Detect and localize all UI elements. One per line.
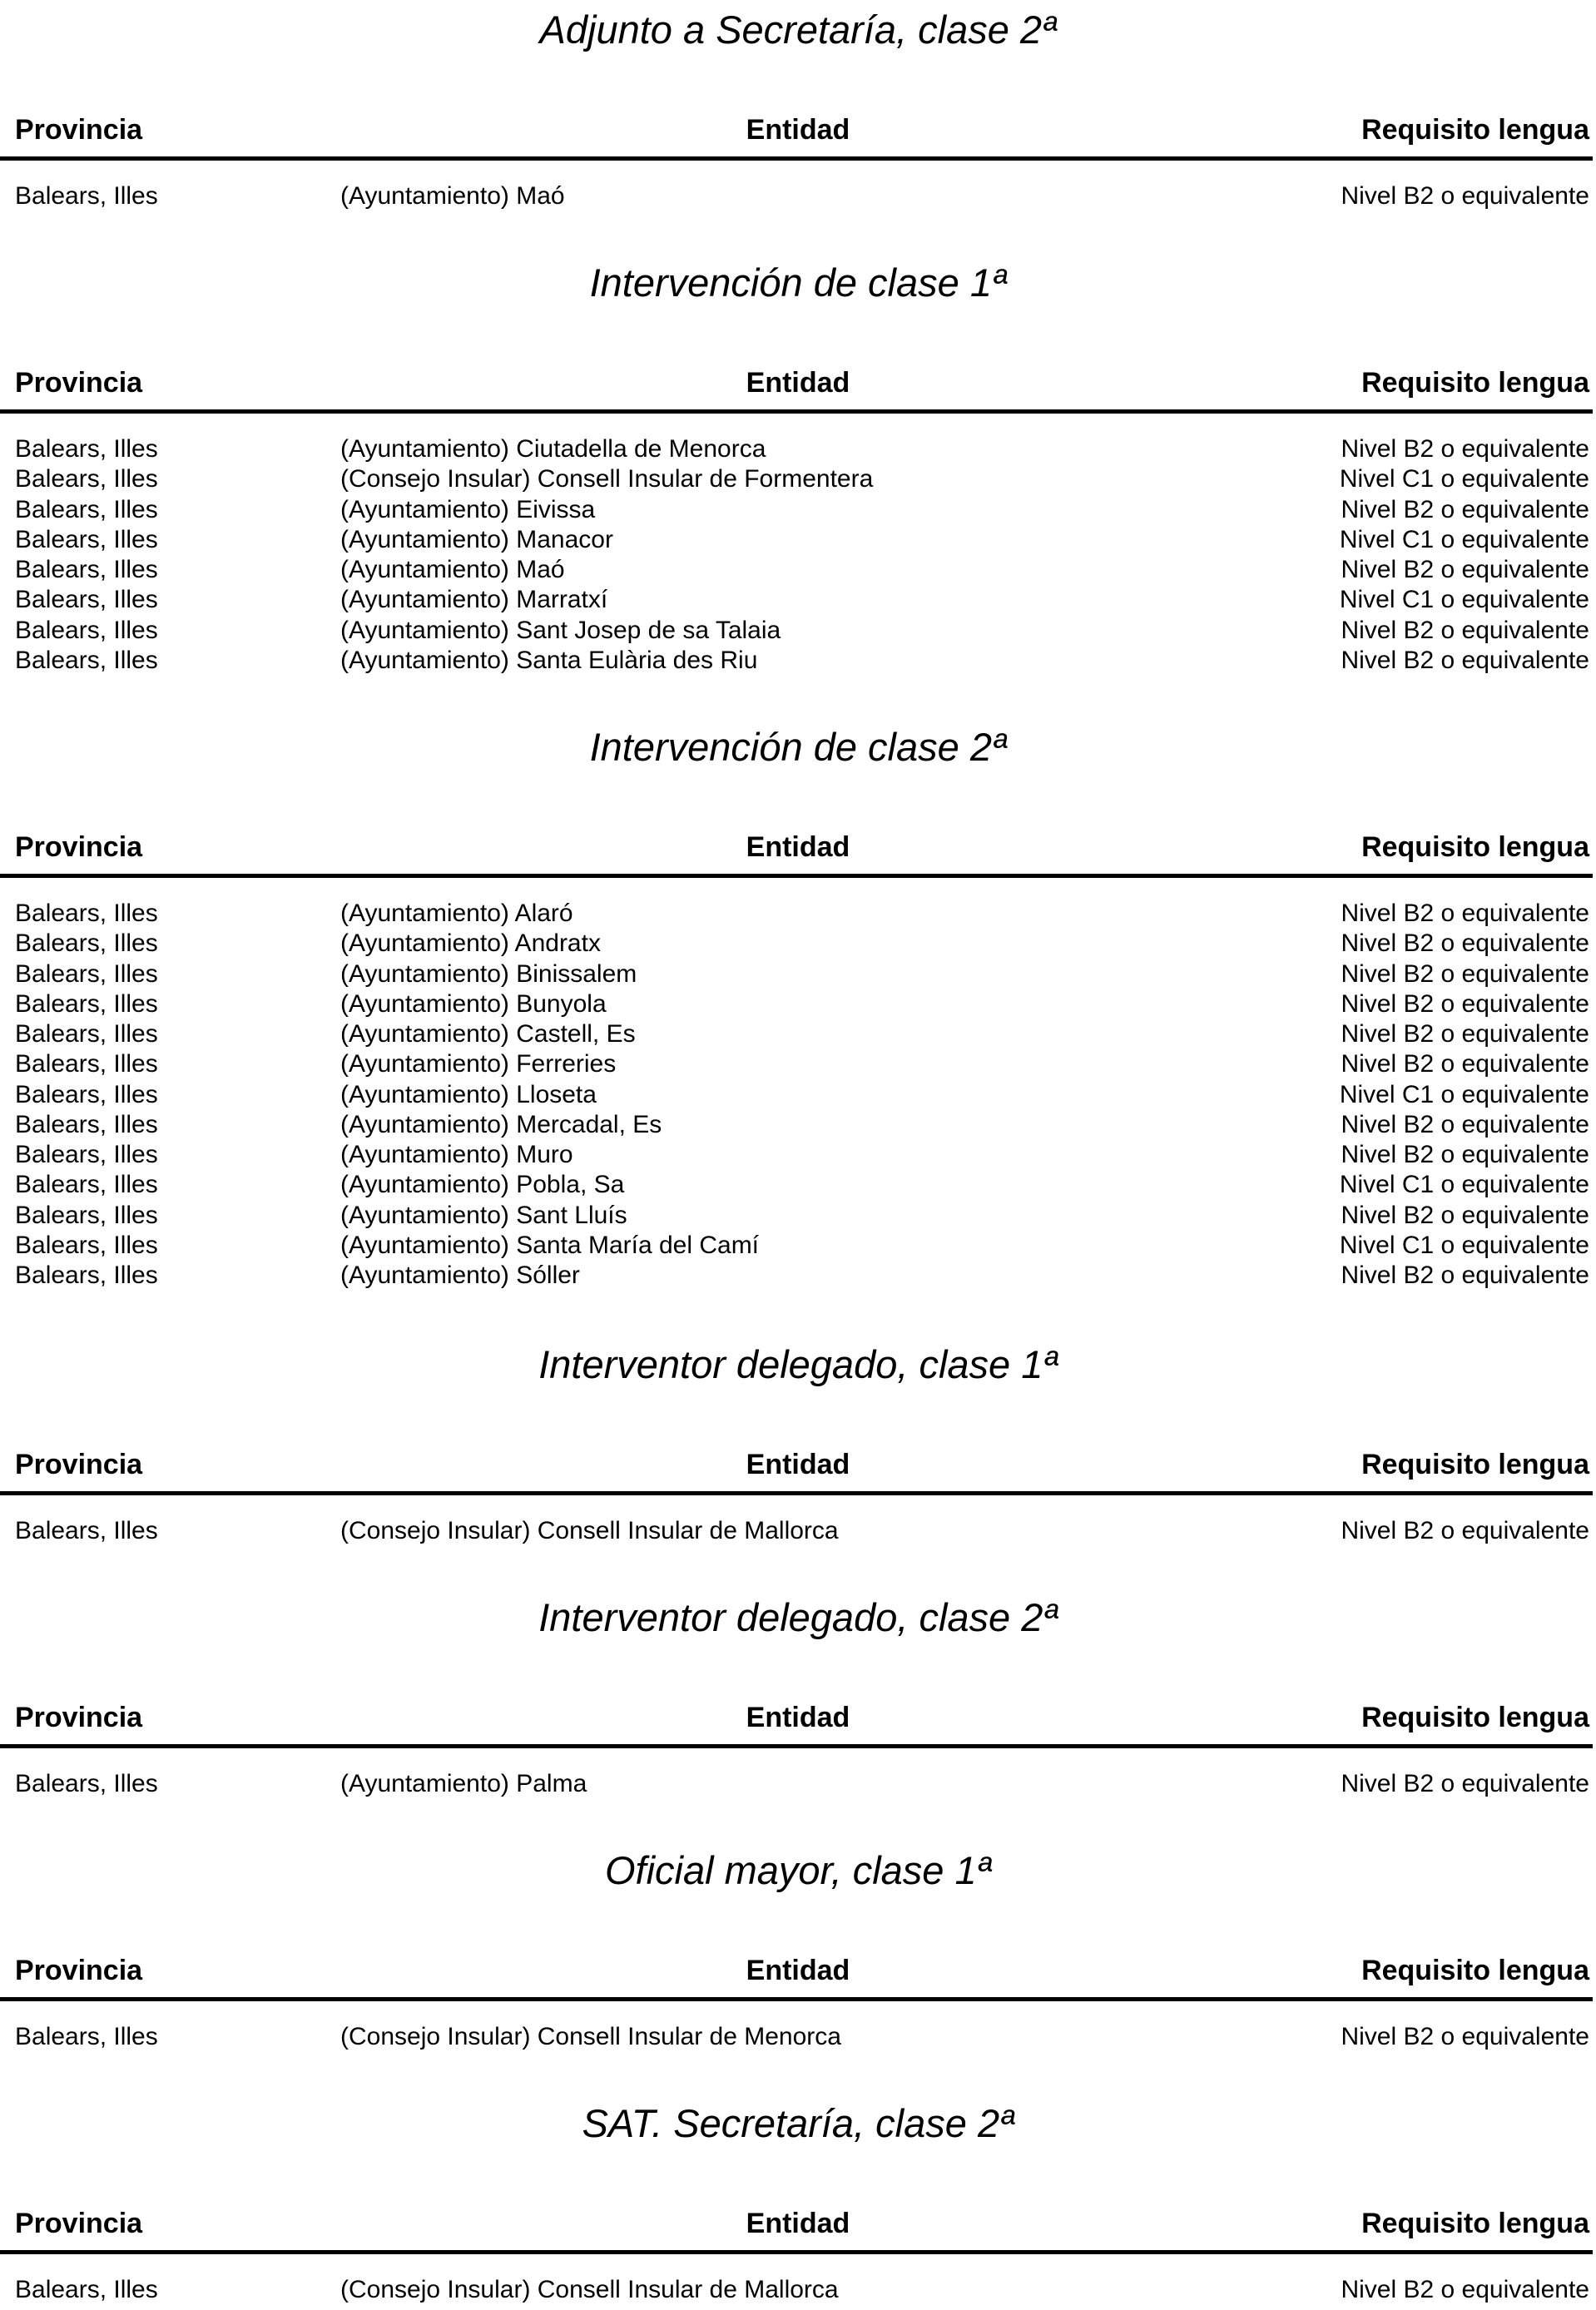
- table-row: [0, 495, 1596, 525]
- table-row: [0, 525, 1596, 555]
- cell-provincia: Balears, Illes: [15, 646, 158, 674]
- cell-entidad: (Ayuntamiento) Ciutadella de Menorca: [340, 435, 766, 463]
- cell-requisito-lengua: Nivel C1 o equivalente: [1339, 1080, 1589, 1108]
- header-requisito-lengua: Requisito lengua: [1361, 114, 1589, 146]
- cell-entidad: (Consejo Insular) Consell Insular de Mallorca: [340, 2276, 839, 2303]
- table-row: [0, 1140, 1596, 1170]
- table-header: [0, 2207, 1596, 2240]
- cell-entidad: (Consejo Insular) Consell Insular de Menorca: [340, 2023, 841, 2050]
- cell-requisito-lengua: Nivel B2 o equivalente: [1341, 900, 1589, 927]
- cell-requisito-lengua: Nivel B2 o equivalente: [1341, 1110, 1589, 1138]
- table-row: [0, 2022, 1596, 2052]
- cell-provincia: Balears, Illes: [15, 182, 158, 210]
- table-body: [0, 2022, 1596, 2052]
- cell-entidad: (Ayuntamiento) Sóller: [340, 1262, 580, 1289]
- cell-requisito-lengua: Nivel B2 o equivalente: [1341, 182, 1589, 210]
- table-row: [0, 1769, 1596, 1799]
- cell-requisito-lengua: Nivel B2 o equivalente: [1341, 646, 1589, 674]
- cell-requisito-lengua: Nivel B2 o equivalente: [1341, 435, 1589, 463]
- cell-entidad: (Ayuntamiento) Andratx: [340, 929, 601, 958]
- cell-entidad: (Ayuntamiento) Palma: [340, 1770, 587, 1797]
- header-divider: [0, 1744, 1593, 1748]
- section-title: Interventor delegado, clase 2ª: [538, 1595, 1058, 1639]
- cell-provincia: Balears, Illes: [15, 1262, 158, 1289]
- cell-provincia: Balears, Illes: [15, 1080, 158, 1108]
- cell-provincia: Balears, Illes: [15, 959, 158, 988]
- table-body: [0, 1769, 1596, 1799]
- header-entidad: Entidad: [746, 114, 850, 146]
- cell-entidad: (Ayuntamiento) Mercadal, Es: [340, 1110, 662, 1138]
- table-body: [0, 1516, 1596, 1546]
- cell-entidad: (Ayuntamiento) Bunyola: [340, 989, 607, 1018]
- header-divider: [0, 1997, 1593, 2001]
- table-body: [0, 899, 1596, 1291]
- cell-entidad: (Ayuntamiento) Alaró: [340, 900, 573, 927]
- cell-entidad: (Ayuntamiento) Maó: [340, 556, 565, 583]
- header-divider: [0, 2250, 1593, 2254]
- cell-provincia: Balears, Illes: [15, 1201, 158, 1229]
- section-title: Intervención de clase 2ª: [589, 725, 1007, 769]
- cell-provincia: Balears, Illes: [15, 1050, 158, 1078]
- cell-provincia: Balears, Illes: [15, 1110, 158, 1138]
- cell-provincia: Balears, Illes: [15, 435, 158, 463]
- header-provincia: Provincia: [15, 1955, 143, 1986]
- header-requisito-lengua: Requisito lengua: [1361, 1449, 1589, 1480]
- header-entidad: Entidad: [746, 367, 850, 399]
- cell-provincia: Balears, Illes: [15, 465, 158, 493]
- header-requisito-lengua: Requisito lengua: [1361, 1702, 1589, 1733]
- cell-provincia: Balears, Illes: [15, 929, 158, 958]
- table-row: [0, 434, 1596, 464]
- cell-requisito-lengua: Nivel B2 o equivalente: [1341, 1262, 1589, 1289]
- cell-entidad: (Ayuntamiento) Maó: [340, 182, 565, 210]
- cell-entidad: (Ayuntamiento) Manacor: [340, 525, 613, 553]
- header-provincia: Provincia: [15, 367, 143, 399]
- cell-provincia: Balears, Illes: [15, 2276, 158, 2303]
- cell-entidad: (Ayuntamiento) Castell, Es: [340, 1020, 636, 1048]
- cell-requisito-lengua: Nivel C1 o equivalente: [1339, 586, 1589, 614]
- cell-entidad: (Consejo Insular) Consell Insular de Formentera: [340, 465, 874, 493]
- cell-entidad: (Ayuntamiento) Eivissa: [340, 495, 596, 523]
- cell-provincia: Balears, Illes: [15, 989, 158, 1018]
- section-title: Oficial mayor, clase 1ª: [604, 1848, 992, 1892]
- header-requisito-lengua: Requisito lengua: [1361, 2208, 1589, 2239]
- header-provincia: Provincia: [15, 114, 143, 146]
- table-row: [0, 1516, 1596, 1546]
- table-header: [0, 366, 1596, 399]
- table-row: [0, 181, 1596, 211]
- table-row: [0, 616, 1596, 646]
- table-header: [0, 1954, 1596, 1987]
- cell-requisito-lengua: Nivel B2 o equivalente: [1341, 2023, 1589, 2050]
- section-title: Intervención de clase 1ª: [589, 260, 1007, 305]
- cell-requisito-lengua: Nivel C1 o equivalente: [1339, 1171, 1589, 1199]
- cell-requisito-lengua: Nivel C1 o equivalente: [1339, 1231, 1589, 1259]
- cell-requisito-lengua: Nivel C1 o equivalente: [1339, 525, 1589, 553]
- cell-provincia: Balears, Illes: [15, 495, 158, 523]
- cell-entidad: (Consejo Insular) Consell Insular de Mallorca: [340, 1517, 839, 1544]
- table-header: [0, 830, 1596, 864]
- table-row: [0, 1231, 1596, 1261]
- table-row: [0, 585, 1596, 615]
- table-row: [0, 1049, 1596, 1079]
- header-divider: [0, 409, 1593, 414]
- header-provincia: Provincia: [15, 2208, 143, 2239]
- cell-entidad: (Ayuntamiento) Muro: [340, 1141, 573, 1168]
- table-row: [0, 1019, 1596, 1049]
- cell-provincia: Balears, Illes: [15, 900, 158, 927]
- table-row: [0, 989, 1596, 1019]
- cell-requisito-lengua: Nivel B2 o equivalente: [1341, 989, 1589, 1018]
- table-row: [0, 929, 1596, 959]
- header-divider: [0, 874, 1593, 878]
- table-body: [0, 434, 1596, 676]
- cell-entidad: (Ayuntamiento) Sant Lluís: [340, 1201, 627, 1229]
- cell-entidad: (Ayuntamiento) Lloseta: [340, 1080, 597, 1108]
- table-row: [0, 1201, 1596, 1231]
- header-entidad: Entidad: [746, 1955, 850, 1986]
- header-provincia: Provincia: [15, 1702, 143, 1733]
- header-entidad: Entidad: [746, 2208, 850, 2239]
- table-header: [0, 1701, 1596, 1734]
- table-row: [0, 1170, 1596, 1200]
- table-body: [0, 2275, 1596, 2305]
- cell-requisito-lengua: Nivel B2 o equivalente: [1341, 616, 1589, 644]
- cell-entidad: (Ayuntamiento) Santa María del Camí: [340, 1231, 760, 1259]
- cell-requisito-lengua: Nivel B2 o equivalente: [1341, 1517, 1589, 1544]
- header-divider: [0, 156, 1593, 161]
- section-title: Interventor delegado, clase 1ª: [538, 1342, 1058, 1386]
- cell-requisito-lengua: Nivel B2 o equivalente: [1341, 929, 1589, 958]
- header-provincia: Provincia: [15, 831, 143, 863]
- table-body: [0, 181, 1596, 211]
- section-title: Adjunto a Secretaría, clase 2ª: [539, 7, 1057, 52]
- cell-entidad: (Ayuntamiento) Binissalem: [340, 959, 637, 988]
- cell-requisito-lengua: Nivel B2 o equivalente: [1341, 556, 1589, 583]
- cell-entidad: (Ayuntamiento) Marratxí: [340, 586, 608, 614]
- cell-requisito-lengua: Nivel B2 o equivalente: [1341, 495, 1589, 523]
- table-row: [0, 899, 1596, 929]
- header-provincia: Provincia: [15, 1449, 143, 1480]
- cell-requisito-lengua: Nivel B2 o equivalente: [1341, 2276, 1589, 2303]
- cell-requisito-lengua: Nivel B2 o equivalente: [1341, 959, 1589, 988]
- table-row: [0, 2275, 1596, 2305]
- header-divider: [0, 1491, 1593, 1495]
- table-row: [0, 464, 1596, 494]
- table-row: [0, 1261, 1596, 1291]
- cell-provincia: Balears, Illes: [15, 2023, 158, 2050]
- cell-provincia: Balears, Illes: [15, 1141, 158, 1168]
- header-entidad: Entidad: [746, 831, 850, 863]
- table-row: [0, 555, 1596, 585]
- table-header: [0, 113, 1596, 146]
- cell-entidad: (Ayuntamiento) Pobla, Sa: [340, 1171, 625, 1199]
- section-title: SAT. Secretaría, clase 2ª: [582, 2101, 1014, 2145]
- cell-requisito-lengua: Nivel B2 o equivalente: [1341, 1050, 1589, 1078]
- cell-requisito-lengua: Nivel B2 o equivalente: [1341, 1020, 1589, 1048]
- table-row: [0, 646, 1596, 676]
- cell-provincia: Balears, Illes: [15, 616, 158, 644]
- cell-entidad: (Ayuntamiento) Santa Eulària des Riu: [340, 646, 758, 674]
- table-row: [0, 959, 1596, 989]
- table-header: [0, 1448, 1596, 1481]
- header-entidad: Entidad: [746, 1449, 850, 1480]
- header-entidad: Entidad: [746, 1702, 850, 1733]
- table-row: [0, 1110, 1596, 1140]
- table-row: [0, 1080, 1596, 1110]
- cell-provincia: Balears, Illes: [15, 525, 158, 553]
- cell-provincia: Balears, Illes: [15, 1231, 158, 1259]
- cell-requisito-lengua: Nivel B2 o equivalente: [1341, 1201, 1589, 1229]
- cell-provincia: Balears, Illes: [15, 1020, 158, 1048]
- cell-requisito-lengua: Nivel C1 o equivalente: [1339, 465, 1589, 493]
- header-requisito-lengua: Requisito lengua: [1361, 831, 1589, 863]
- header-requisito-lengua: Requisito lengua: [1361, 367, 1589, 399]
- cell-provincia: Balears, Illes: [15, 1770, 158, 1797]
- cell-entidad: (Ayuntamiento) Sant Josep de sa Talaia: [340, 616, 781, 644]
- cell-entidad: (Ayuntamiento) Ferreries: [340, 1050, 617, 1078]
- cell-provincia: Balears, Illes: [15, 586, 158, 614]
- cell-provincia: Balears, Illes: [15, 1171, 158, 1199]
- cell-provincia: Balears, Illes: [15, 1517, 158, 1544]
- header-requisito-lengua: Requisito lengua: [1361, 1955, 1589, 1986]
- cell-provincia: Balears, Illes: [15, 556, 158, 583]
- cell-requisito-lengua: Nivel B2 o equivalente: [1341, 1770, 1589, 1797]
- cell-requisito-lengua: Nivel B2 o equivalente: [1341, 1141, 1589, 1168]
